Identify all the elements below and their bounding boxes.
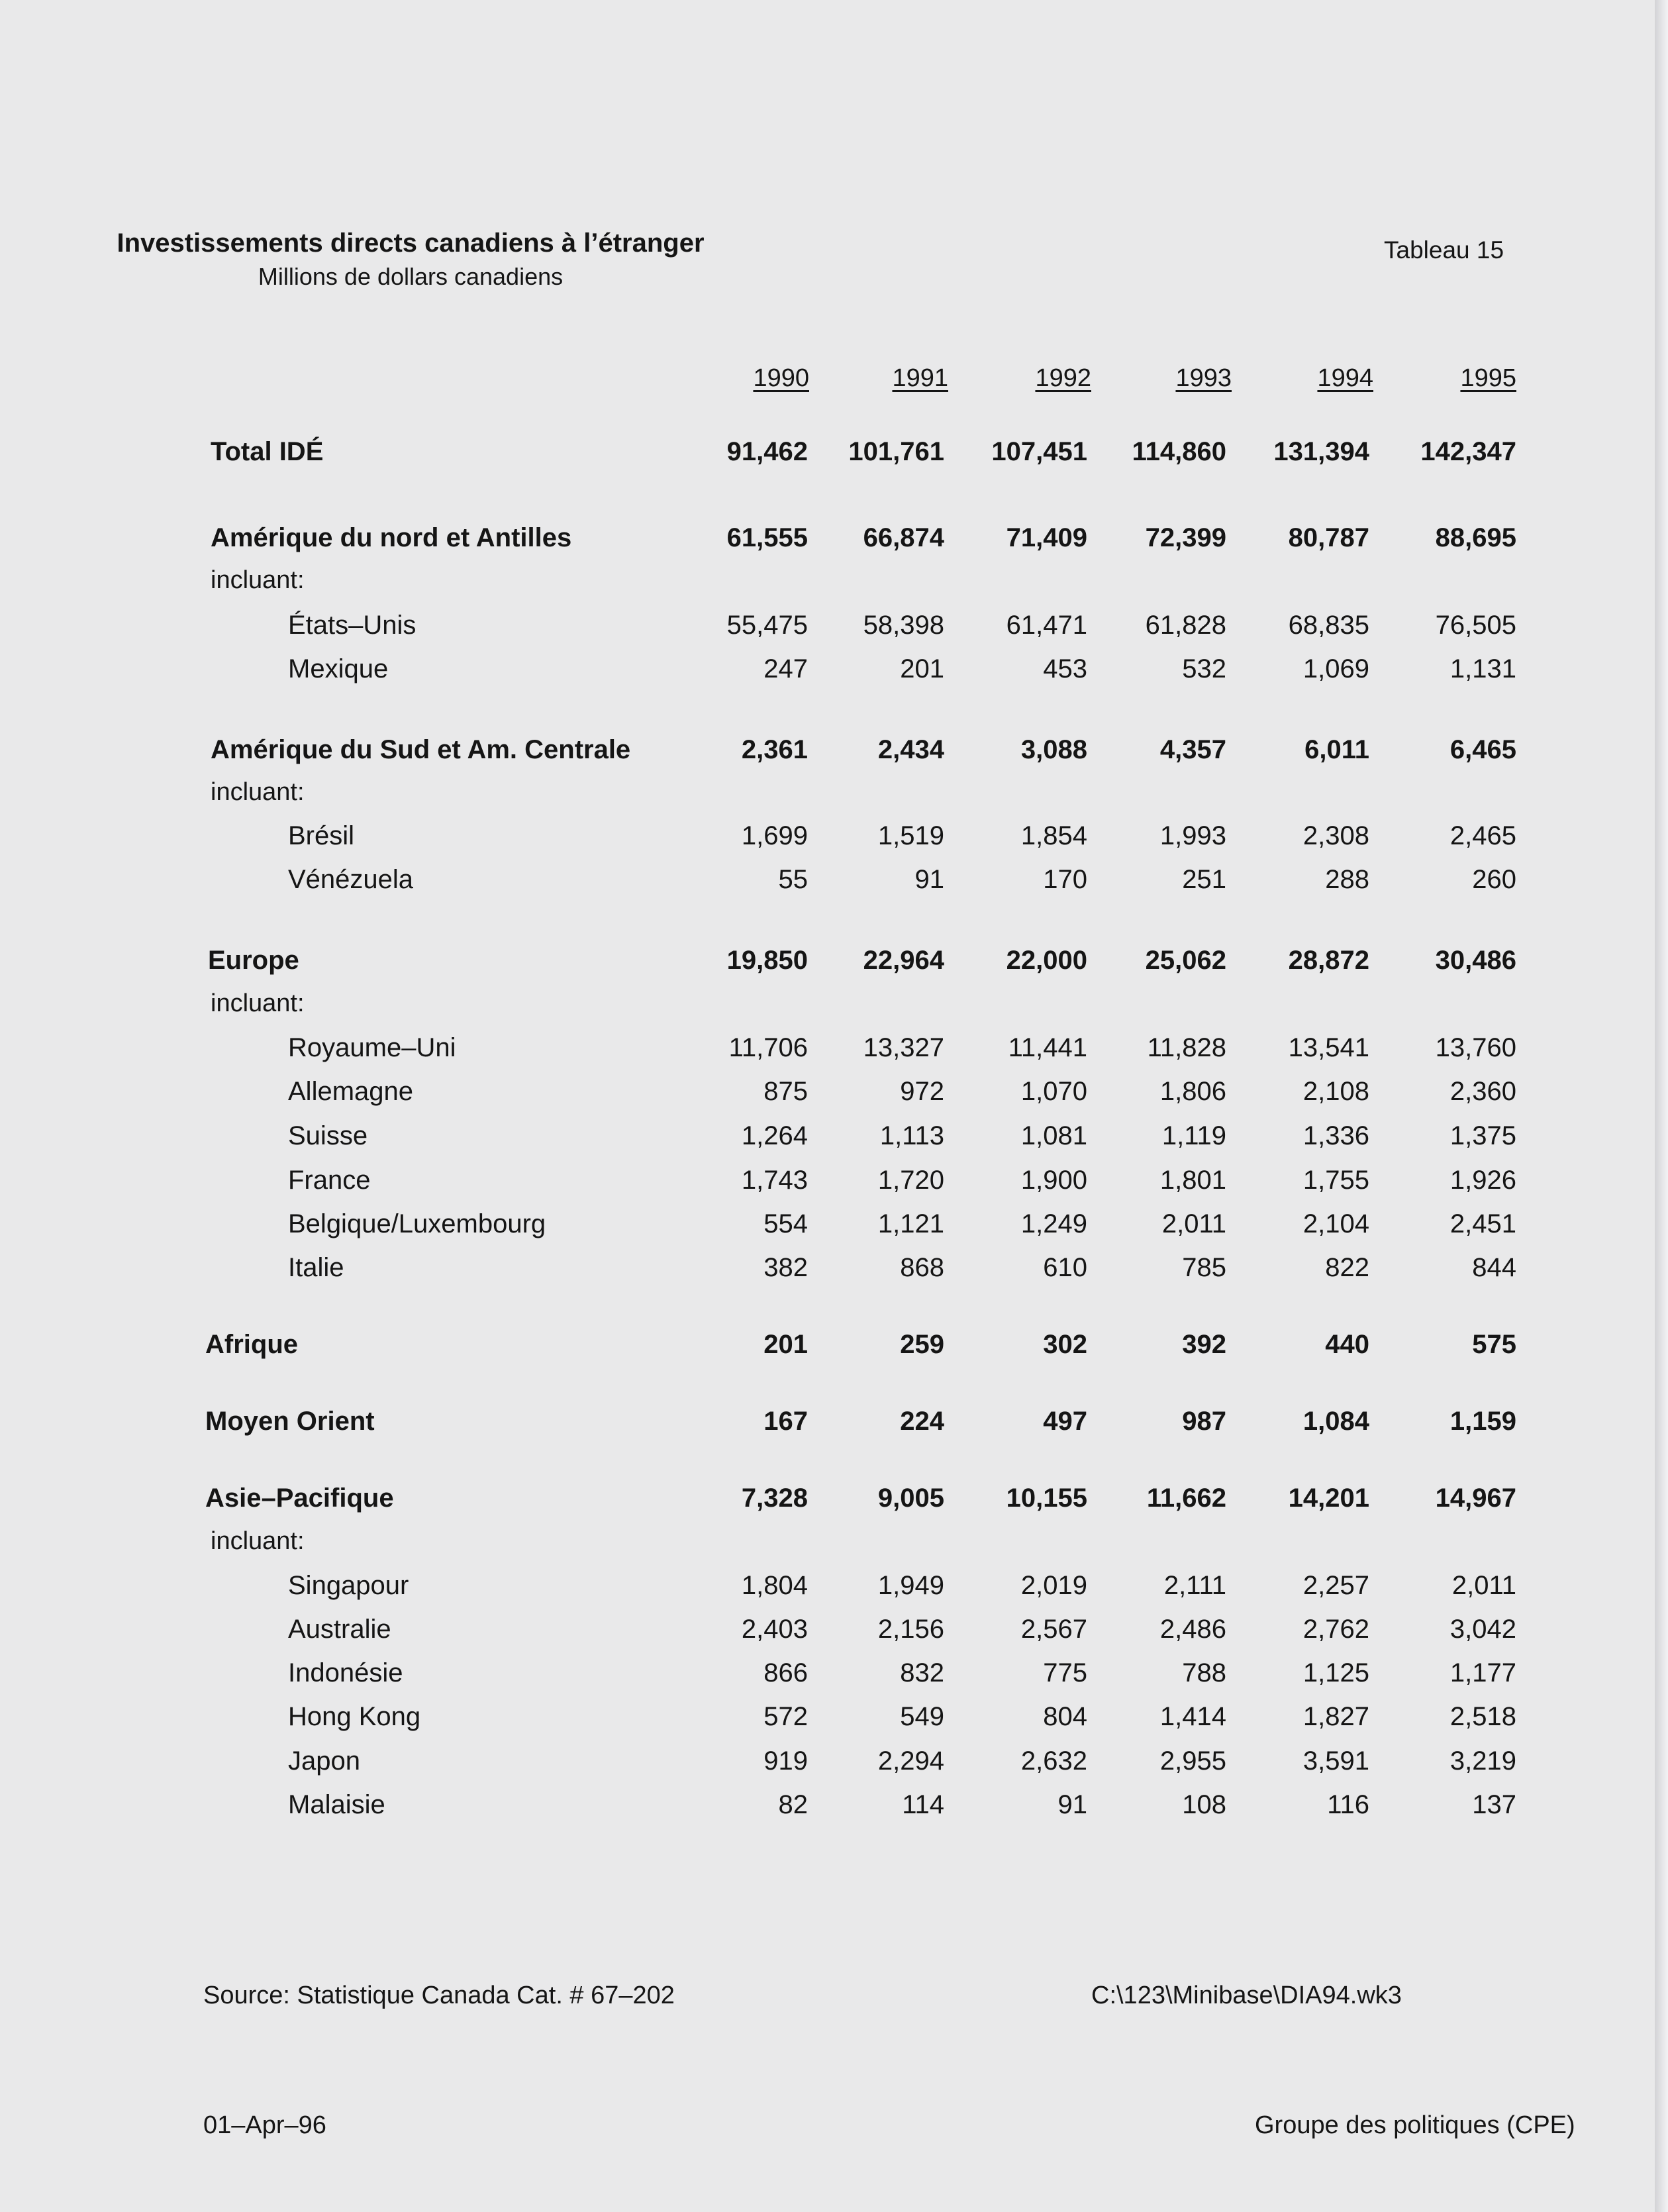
table-row — [0, 654, 1668, 687]
table-section-row — [0, 437, 1668, 470]
value-cell: 1,926 — [1449, 1166, 1516, 1195]
value-cell: 575 — [1472, 1330, 1516, 1359]
value-cell: 91,462 — [726, 437, 808, 466]
value-cell: 1,806 — [1159, 1077, 1226, 1106]
value-cell: 2,567 — [1020, 1615, 1087, 1644]
value-cell: 71,409 — [1006, 523, 1087, 552]
value-cell: 108 — [1182, 1790, 1226, 1819]
value-cell: 868 — [900, 1253, 944, 1282]
value-cell: 532 — [1182, 654, 1226, 683]
value-cell: 10,155 — [1006, 1483, 1087, 1513]
value-cell: 440 — [1325, 1330, 1369, 1359]
row-label: Suisse — [288, 1121, 368, 1150]
value-cell: 13,541 — [1288, 1033, 1369, 1062]
value-cell: 9,005 — [877, 1483, 944, 1513]
table-note-row — [0, 778, 1668, 811]
value-cell: 3,042 — [1449, 1615, 1516, 1644]
value-cell: 11,662 — [1146, 1483, 1226, 1513]
value-cell: 11,706 — [728, 1033, 808, 1062]
table-section-row — [0, 735, 1668, 768]
value-cell: 1,743 — [741, 1166, 808, 1195]
table-row — [0, 1658, 1668, 1691]
table-section-row — [0, 946, 1668, 979]
row-label: incluant: — [211, 989, 305, 1017]
document-date: 01–Apr–96 — [203, 2111, 326, 2139]
row-label: incluant: — [211, 1527, 305, 1555]
row-label: Europe — [208, 946, 299, 975]
year-header: 1990 — [753, 364, 809, 392]
value-cell: 2,104 — [1302, 1209, 1369, 1238]
table-row — [0, 1746, 1668, 1780]
value-cell: 28,872 — [1288, 946, 1369, 975]
value-cell: 2,518 — [1449, 1702, 1516, 1731]
value-cell: 7,328 — [741, 1483, 808, 1513]
row-label: Singapour — [288, 1571, 409, 1600]
table-row — [0, 865, 1668, 898]
value-cell: 58,398 — [863, 611, 944, 640]
value-cell: 1,720 — [877, 1166, 944, 1195]
value-cell: 919 — [763, 1746, 808, 1776]
value-cell: 6,465 — [1449, 735, 1516, 764]
row-label: États–Unis — [288, 611, 417, 640]
row-label: Vénézuela — [288, 865, 414, 894]
value-cell: 1,125 — [1302, 1658, 1369, 1687]
value-cell: 116 — [1327, 1790, 1369, 1819]
value-cell: 972 — [900, 1077, 944, 1106]
table-row — [0, 1166, 1668, 1199]
group-name: Groupe des politiques (CPE) — [1255, 2111, 1575, 2139]
table-section-row — [0, 1330, 1668, 1363]
value-cell: 30,486 — [1435, 946, 1516, 975]
value-cell: 3,591 — [1302, 1746, 1369, 1776]
row-label: Amérique du Sud et Am. Centrale — [211, 735, 631, 764]
value-cell: 72,399 — [1145, 523, 1226, 552]
value-cell: 2,403 — [741, 1615, 808, 1644]
value-cell: 131,394 — [1273, 437, 1369, 466]
value-cell: 2,011 — [1161, 1209, 1226, 1238]
value-cell: 114,860 — [1132, 437, 1226, 466]
table-note-row — [0, 989, 1668, 1023]
value-cell: 170 — [1043, 865, 1087, 894]
table-row — [0, 1571, 1668, 1604]
value-cell: 1,804 — [741, 1571, 808, 1600]
row-label: Asie–Pacifique — [205, 1483, 394, 1513]
value-cell: 1,070 — [1020, 1077, 1087, 1106]
value-cell: 844 — [1472, 1253, 1516, 1282]
table-row — [0, 1033, 1668, 1066]
value-cell: 224 — [900, 1407, 944, 1436]
value-cell: 775 — [1043, 1658, 1087, 1687]
row-label: Belgique/Luxembourg — [288, 1209, 546, 1238]
value-cell: 61,828 — [1145, 611, 1226, 640]
value-cell: 2,465 — [1449, 821, 1516, 850]
value-cell: 1,801 — [1159, 1166, 1226, 1195]
value-cell: 2,294 — [877, 1746, 944, 1776]
value-cell: 1,264 — [741, 1121, 808, 1150]
value-cell: 22,964 — [863, 946, 944, 975]
source-note: Source: Statistique Canada Cat. # 67–202 — [203, 1982, 675, 2009]
table-row — [0, 1615, 1668, 1648]
row-label: Italie — [288, 1253, 344, 1282]
value-cell: 2,762 — [1302, 1615, 1369, 1644]
value-cell: 91 — [1057, 1790, 1087, 1819]
value-cell: 13,327 — [863, 1033, 944, 1062]
value-cell: 142,347 — [1420, 437, 1516, 466]
table-section-row — [0, 1483, 1668, 1517]
row-label: Royaume–Uni — [288, 1033, 456, 1062]
year-header: 1993 — [1175, 364, 1232, 392]
table-note-row — [0, 566, 1668, 599]
value-cell: 1,755 — [1302, 1166, 1369, 1195]
value-cell: 785 — [1182, 1253, 1226, 1282]
value-cell: 1,119 — [1161, 1121, 1226, 1150]
value-cell: 610 — [1043, 1253, 1087, 1282]
value-cell: 1,993 — [1159, 821, 1226, 850]
value-cell: 114 — [902, 1790, 944, 1819]
value-cell: 2,486 — [1159, 1615, 1226, 1644]
value-cell: 66,874 — [863, 523, 944, 552]
table-row — [0, 1790, 1668, 1823]
table-row — [0, 821, 1668, 854]
value-cell: 2,451 — [1449, 1209, 1516, 1238]
row-label: Japon — [288, 1746, 360, 1776]
value-cell: 1,336 — [1302, 1121, 1369, 1150]
value-cell: 1,414 — [1159, 1702, 1226, 1731]
value-cell: 549 — [900, 1702, 944, 1731]
row-label: incluant: — [211, 778, 305, 806]
table-row — [0, 1253, 1668, 1286]
value-cell: 2,434 — [877, 735, 944, 764]
value-cell: 3,219 — [1449, 1746, 1516, 1776]
value-cell: 76,505 — [1435, 611, 1516, 640]
value-cell: 804 — [1043, 1702, 1087, 1731]
value-cell: 68,835 — [1288, 611, 1369, 640]
table-note-row — [0, 1527, 1668, 1560]
value-cell: 572 — [763, 1702, 808, 1731]
value-cell: 1,081 — [1020, 1121, 1087, 1150]
table-row — [0, 1209, 1668, 1242]
value-cell: 91 — [914, 865, 944, 894]
value-cell: 2,360 — [1449, 1077, 1516, 1106]
row-label: Allemagne — [288, 1077, 414, 1106]
year-header: 1992 — [1035, 364, 1091, 392]
value-cell: 302 — [1043, 1330, 1087, 1359]
value-cell: 14,967 — [1435, 1483, 1516, 1513]
year-header: 1994 — [1317, 364, 1373, 392]
value-cell: 392 — [1182, 1330, 1226, 1359]
value-cell: 554 — [763, 1209, 808, 1238]
row-label: Indonésie — [288, 1658, 403, 1687]
value-cell: 101,761 — [848, 437, 944, 466]
value-cell: 61,555 — [726, 523, 808, 552]
row-label: Hong Kong — [288, 1702, 421, 1731]
year-header: 1995 — [1460, 364, 1516, 392]
value-cell: 3,088 — [1020, 735, 1087, 764]
value-cell: 2,361 — [741, 735, 808, 764]
value-cell: 167 — [763, 1407, 808, 1436]
value-cell: 832 — [900, 1658, 944, 1687]
value-cell: 788 — [1182, 1658, 1226, 1687]
value-cell: 1,177 — [1449, 1658, 1516, 1687]
value-cell: 55 — [778, 865, 808, 894]
row-label: Moyen Orient — [205, 1407, 375, 1436]
document-title: Investissements directs canadiens à l’étranger — [117, 228, 705, 258]
value-cell: 1,069 — [1302, 654, 1369, 683]
value-cell: 11,828 — [1147, 1033, 1226, 1062]
table-row — [0, 1077, 1668, 1110]
value-cell: 1,084 — [1302, 1407, 1369, 1436]
row-label: Mexique — [288, 654, 389, 683]
value-cell: 453 — [1043, 654, 1087, 683]
row-label: Brésil — [288, 821, 355, 850]
table-row — [0, 611, 1668, 644]
value-cell: 2,108 — [1302, 1077, 1369, 1106]
table-section-row — [0, 1407, 1668, 1440]
table-number: Tableau 15 — [1384, 236, 1504, 264]
value-cell: 6,011 — [1304, 735, 1369, 764]
value-cell: 260 — [1472, 865, 1516, 894]
value-cell: 288 — [1325, 865, 1369, 894]
table-section-row — [0, 523, 1668, 556]
value-cell: 25,062 — [1145, 946, 1226, 975]
row-label: Total IDÉ — [211, 437, 324, 466]
value-cell: 14,201 — [1288, 1483, 1369, 1513]
value-cell: 497 — [1043, 1407, 1087, 1436]
value-cell: 247 — [763, 654, 808, 683]
value-cell: 4,357 — [1159, 735, 1226, 764]
value-cell: 1,375 — [1449, 1121, 1516, 1150]
value-cell: 2,111 — [1163, 1571, 1226, 1600]
row-label: incluant: — [211, 566, 305, 594]
value-cell: 1,121 — [877, 1209, 944, 1238]
year-header: 1991 — [892, 364, 948, 392]
value-cell: 107,451 — [991, 437, 1087, 466]
value-cell: 251 — [1182, 865, 1226, 894]
value-cell: 88,695 — [1435, 523, 1516, 552]
value-cell: 2,308 — [1302, 821, 1369, 850]
value-cell: 1,159 — [1449, 1407, 1516, 1436]
value-cell: 1,900 — [1020, 1166, 1087, 1195]
value-cell: 2,257 — [1302, 1571, 1369, 1600]
value-cell: 2,019 — [1020, 1571, 1087, 1600]
year-header-row — [0, 364, 1668, 397]
value-cell: 1,699 — [741, 821, 808, 850]
value-cell: 866 — [763, 1658, 808, 1687]
row-label: Amérique du nord et Antilles — [211, 523, 572, 552]
value-cell: 137 — [1472, 1790, 1516, 1819]
row-label: Afrique — [205, 1330, 298, 1359]
value-cell: 201 — [763, 1330, 808, 1359]
value-cell: 55,475 — [726, 611, 808, 640]
value-cell: 2,632 — [1020, 1746, 1087, 1776]
table-row — [0, 1121, 1668, 1154]
value-cell: 1,113 — [879, 1121, 944, 1150]
value-cell: 2,011 — [1451, 1571, 1516, 1600]
table-row — [0, 1702, 1668, 1735]
value-cell: 19,850 — [726, 946, 808, 975]
value-cell: 2,156 — [877, 1615, 944, 1644]
value-cell: 987 — [1182, 1407, 1226, 1436]
value-cell: 11,441 — [1008, 1033, 1087, 1062]
value-cell: 1,519 — [877, 821, 944, 850]
value-cell: 1,949 — [877, 1571, 944, 1600]
value-cell: 80,787 — [1288, 523, 1369, 552]
value-cell: 822 — [1325, 1253, 1369, 1282]
value-cell: 1,827 — [1302, 1702, 1369, 1731]
value-cell: 201 — [900, 654, 944, 683]
value-cell: 13,760 — [1435, 1033, 1516, 1062]
value-cell: 82 — [778, 1790, 808, 1819]
value-cell: 1,249 — [1020, 1209, 1087, 1238]
value-cell: 1,854 — [1020, 821, 1087, 850]
value-cell: 875 — [763, 1077, 808, 1106]
file-path: C:\123\Minibase\DIA94.wk3 — [1091, 1982, 1402, 2009]
value-cell: 1,131 — [1449, 654, 1516, 683]
value-cell: 61,471 — [1006, 611, 1087, 640]
value-cell: 259 — [900, 1330, 944, 1359]
value-cell: 22,000 — [1006, 946, 1087, 975]
row-label: Malaisie — [288, 1790, 385, 1819]
value-cell: 382 — [763, 1253, 808, 1282]
row-label: Australie — [288, 1615, 391, 1644]
row-label: France — [288, 1166, 371, 1195]
document-subtitle: Millions de dollars canadiens — [258, 263, 564, 290]
value-cell: 2,955 — [1159, 1746, 1226, 1776]
